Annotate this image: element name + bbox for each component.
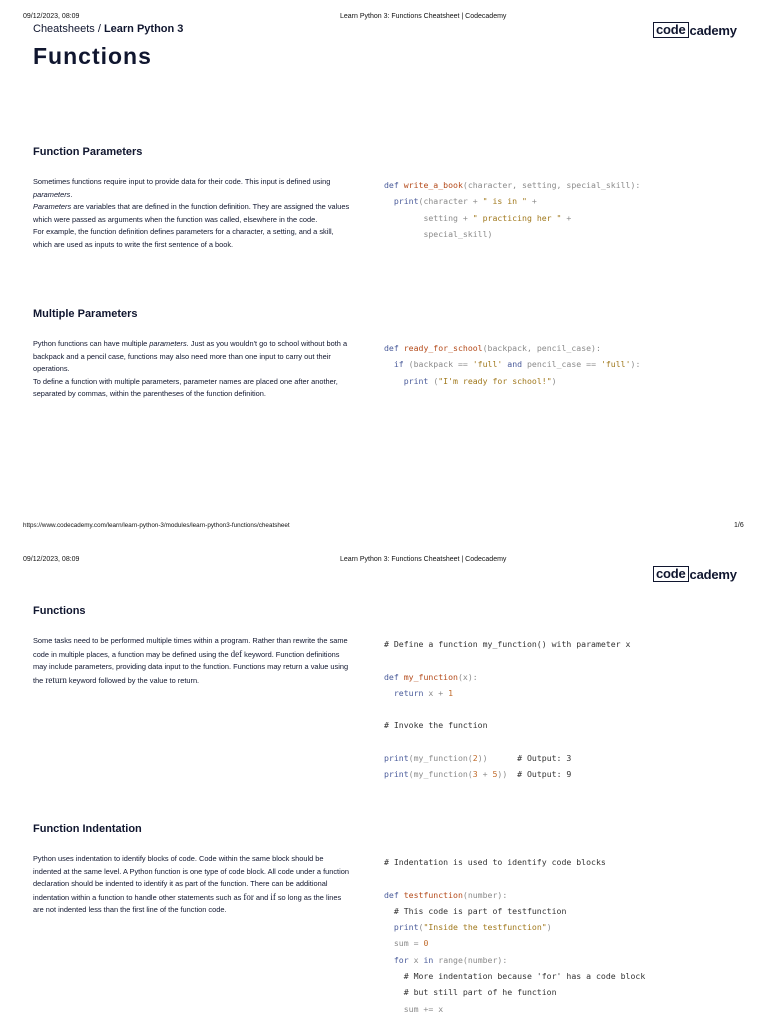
section-heading-multiple-parameters: Multiple Parameters: [33, 308, 138, 320]
section-heading-function-indentation: Function Indentation: [33, 823, 142, 835]
code-block-testfunction: # Indentation is used to identify code blocks def testfunction(number): # This code is part of testfunction print("Inside the testfunction") sum = 0 for x in range(number): # More indentation because 'for' has a code block # but still part of he function sum += x: [384, 857, 646, 1014]
code-block-ready-for-school: def ready_for_school(backpack, pencil_case): if (backpack == 'full' and pencil_case == 'full'): print ("I'm ready for school!"): [384, 343, 641, 386]
logo-code: code: [653, 22, 689, 38]
logo-cademy: cademy: [689, 22, 737, 38]
breadcrumb-cheatsheets-link[interactable]: Cheatsheets: [33, 23, 95, 35]
breadcrumb: [33, 23, 183, 35]
codecademy-logo[interactable]: [653, 22, 737, 38]
breadcrumb-separator: /: [94, 23, 104, 35]
codecademy-logo[interactable]: [653, 566, 737, 582]
code-block-my-function: # Define a function my_function() with parameter x def my_function(x): return x + 1 # Invoke the function print(my_function(2)) # Output: 3 print(my_function(3 + 5)) # Output: 9: [384, 639, 631, 780]
print-title: Learn Python 3: Functions Cheatsheet | Codecademy: [340, 556, 507, 563]
function-indentation-text: Python uses indentation to identify blocks of code. Code within the same block should be indented at the same level. A Python function is one type of code block. All code under a function declaration should be indented to identify it as part of the function. There can be additional indentation within a function to handle other statements such as for and if so long as the lines are not indented less than the first line of the function code.: [33, 854, 349, 915]
logo-cademy: cademy: [689, 566, 737, 582]
functions-text: Some tasks need to be performed multiple times within a program. Rather than rewrite the same code in multiple places, a function may be defined using the def keyword. Function definitions may include parameters, providing data input to the function. Functions may return a value using the return keyword followed by the value to return.: [33, 636, 349, 685]
footer-url[interactable]: https://www.codecademy.com/learn/learn-python-3/modules/learn-python3-functions/cheatsheet: [23, 522, 290, 529]
print-date: 09/12/2023, 08:09: [23, 556, 80, 563]
section-heading-function-parameters: Function Parameters: [33, 146, 143, 158]
multiple-parameters-text: Python functions can have multiple parameters. Just as you wouldn't go to school without both a backpack and a pencil case, functions may also need more than one input to carry out their operations. To define a function with multiple parameters, parameter names are placed one after another, separated by commas, within the parentheses of the function definition.: [33, 339, 348, 399]
logo-code: code: [653, 566, 689, 582]
breadcrumb-current[interactable]: Learn Python 3: [103, 23, 184, 35]
function-parameters-text: Sometimes functions require input to provide data for their code. This input is defined using parameters. Parameters are variables that are defined in the function definition. They are assigned the values which were passed as arguments when the function was called, elsewhere in the code. For example, the function definition defines parameters for a character, a setting, and a skill, which are used as inputs to write the first sentence of a book.: [33, 177, 350, 249]
code-block-write-a-book: def write_a_book(character, setting, special_skill): print(character + " is in " + setting + " practicing her " + special_skill): [384, 180, 641, 239]
print-date: 09/12/2023, 08:09: [23, 13, 80, 20]
footer-page-number: 1/6: [734, 522, 744, 529]
page-title: Functions: [33, 43, 152, 69]
section-heading-functions: Functions: [33, 605, 86, 617]
print-title: Learn Python 3: Functions Cheatsheet | Codecademy: [340, 13, 507, 20]
